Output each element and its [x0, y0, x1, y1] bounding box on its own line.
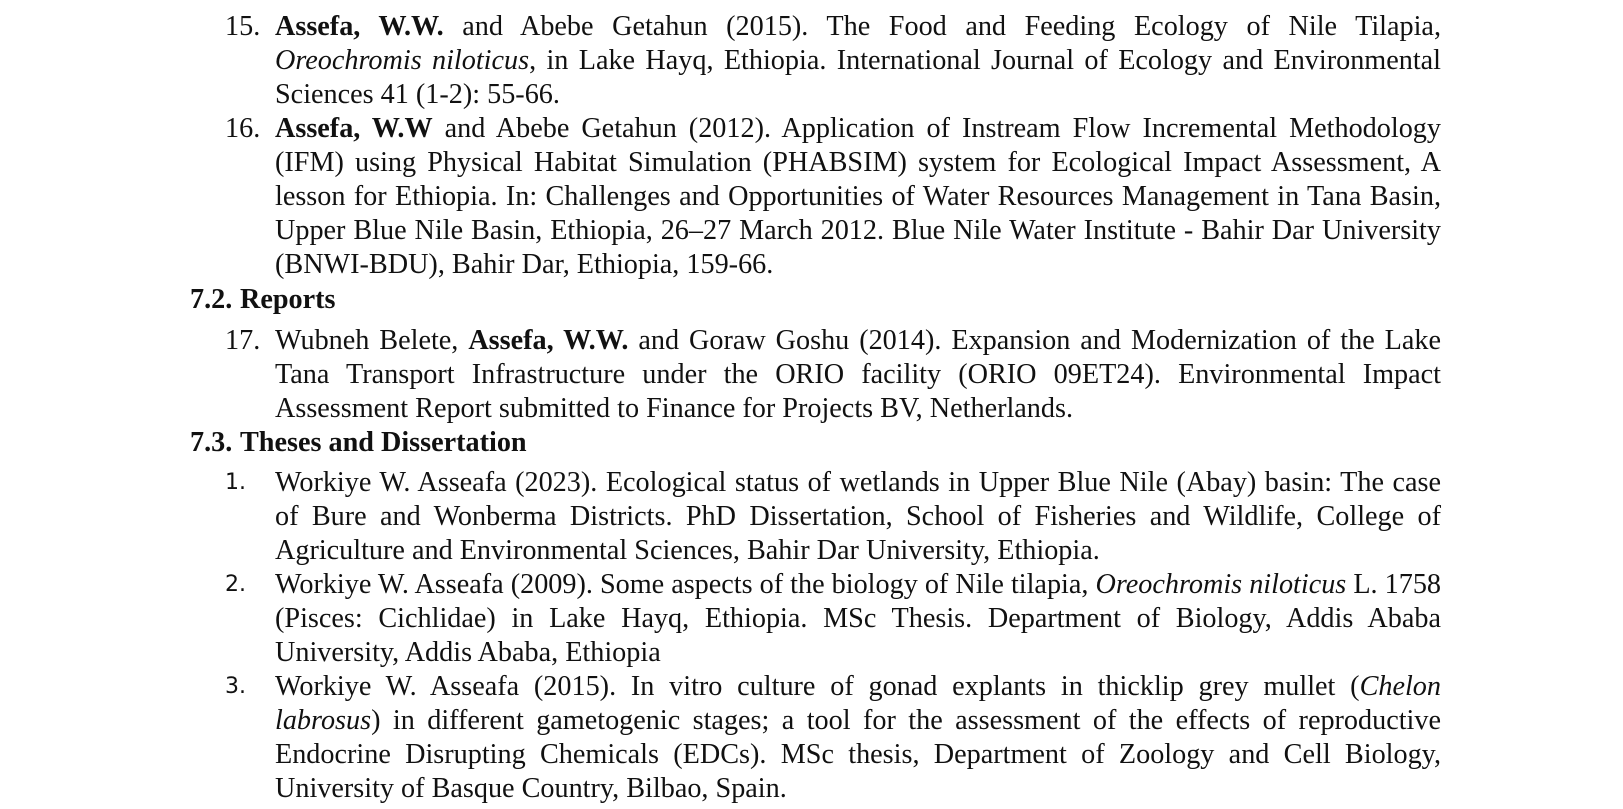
section-number: 7.2.: [190, 284, 233, 315]
reference-number: 15.: [225, 11, 261, 42]
section-number: 7.3.: [190, 427, 233, 458]
thesis-text: Workiye W. Asseafa (2009). Some aspects of the biology of Nile tilapia,: [275, 569, 1096, 600]
species-italic: Oreochromis niloticus: [1095, 569, 1347, 600]
reference-16: [225, 112, 1441, 282]
section-title: Reports: [240, 284, 336, 315]
thesis-number: 1.: [225, 470, 246, 495]
thesis-text: L. 1758 (Pisces: Cichlidae) in Lake Hayq, Ethiopia. MSc Thesis. Department of Biology, Addis Ababa University, Addis Ababa, Ethiopia: [275, 569, 1442, 668]
thesis-number: 2.: [225, 572, 246, 597]
species-italic: Oreochromis niloticus: [275, 45, 530, 76]
thesis-1: [225, 466, 1441, 568]
thesis-text: ) in different gametogenic stages; a tool for the assessment of the effects of reproductive Endocrine Disrupting Chemicals (EDCs). MSc thesis, Department of Zoology and Cell Biology, University of Basque Country, Bilbao, Spain.: [275, 705, 1441, 804]
thesis-text: Workiye W. Asseafa (2015). In vitro culture of gonad explants in thicklip grey mullet (: [275, 671, 1360, 702]
reference-text: and Abebe Getahun (2012). Application of Instream Flow Incremental Methodology (IFM) using Physical Habitat Simulation (PHABSIM) system for Ecological Impact Assessment, A lesson for Ethiopia. In: Challenges and Opportunities of Water Resources Management in Tana Basin, Upper Blue Nile Basin, Ethiopia, 26–27 March 2012. Blue Nile Water Institute - Bahir Dar University (BNWI-BDU), Bahir Dar, Ethiopia, 159-66.: [275, 113, 1441, 280]
thesis-2: [225, 568, 1442, 670]
author-bold: Assefa, W.W.: [275, 11, 444, 42]
reference-number: 16.: [225, 113, 261, 144]
section-heading-theses: [190, 426, 527, 460]
thesis-3: [225, 670, 1441, 806]
species-italic: Chelon labrosus: [275, 671, 1441, 736]
thesis-number: 3.: [225, 674, 246, 699]
section-heading-reports: [190, 283, 336, 317]
reference-17: [225, 324, 1441, 426]
reference-number: 17.: [225, 325, 261, 356]
reference-15: [225, 10, 1442, 112]
reference-text: Wubneh Belete,: [275, 325, 469, 356]
author-bold: Assefa, W.W: [275, 113, 433, 144]
reference-text: and Goraw Goshu (2014). Expansion and Modernization of the Lake Tana Transport Infrastructure under the ORIO facility (ORIO 09ET24). Environmental Impact Assessment Report submitted to Finance for Projects BV, Netherlands.: [275, 325, 1441, 424]
thesis-text: Workiye W. Asseafa (2023). Ecological status of wetlands in Upper Blue Nile (Abay) basin: The case of Bure and Wonberma Districts. PhD Dissertation, School of Fisheries and Wildlife, College of Agriculture and Environmental Sciences, Bahir Dar University, Ethiopia.: [275, 467, 1441, 566]
reference-text: and Abebe Getahun (2015). The Food and Feeding Ecology of Nile Tilapia,: [443, 11, 1441, 42]
section-title: Theses and Dissertation: [240, 427, 527, 458]
author-bold: Assefa, W.W.: [468, 325, 629, 356]
reference-text: , in Lake Hayq, Ethiopia. International Journal of Ecology and Environmental Sciences 41 (1-2): 55-66.: [275, 45, 1442, 110]
